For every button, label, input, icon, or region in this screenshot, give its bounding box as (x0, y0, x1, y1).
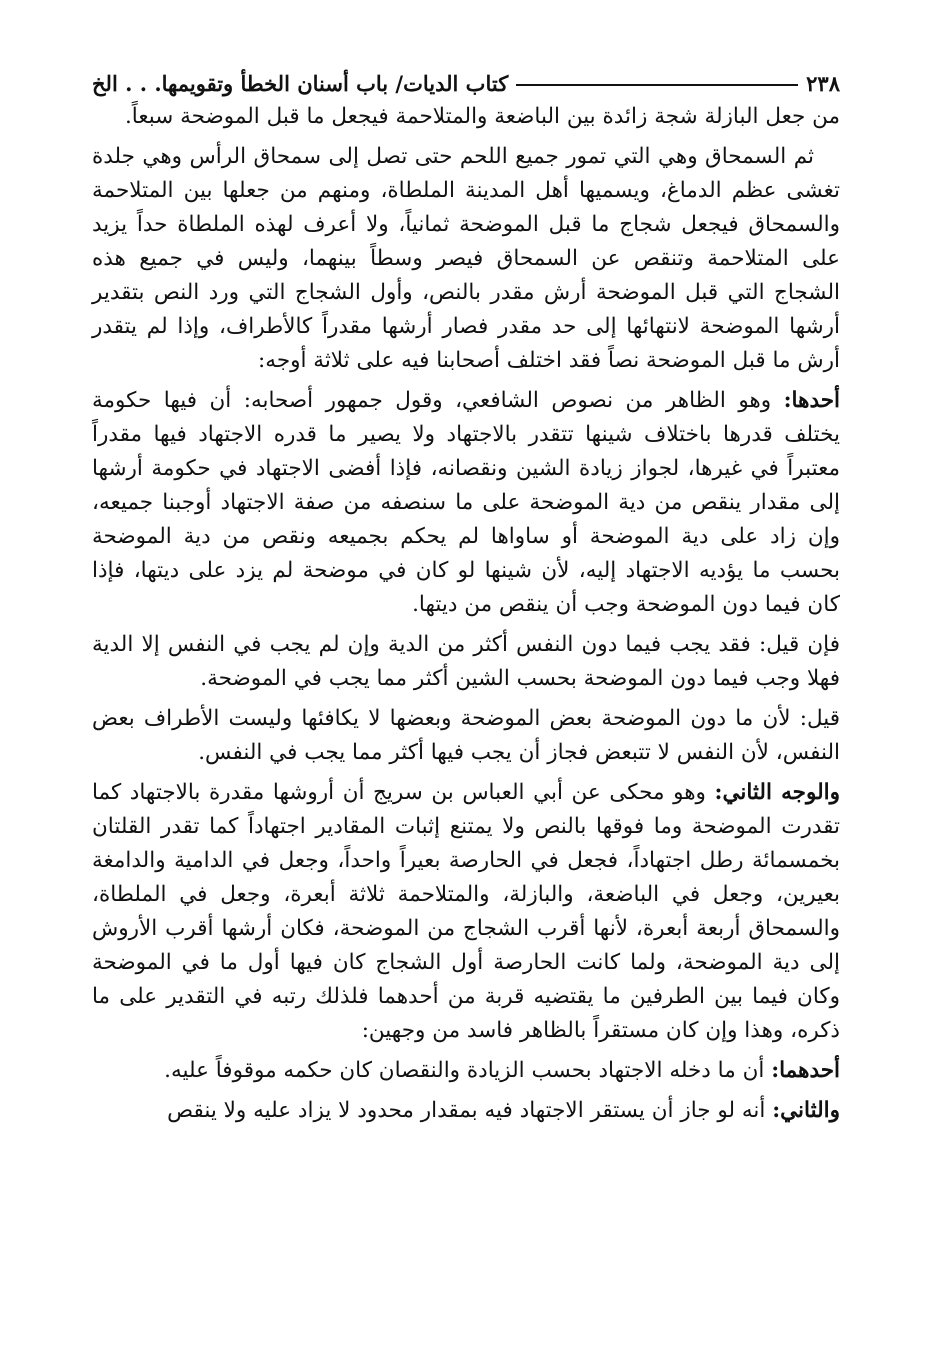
paragraph-1 (92, 100, 840, 134)
running-header (92, 66, 840, 100)
paragraph-text: لأن ما دون الموضحة بعض الموضحة وبعضها لا يكافئها وليست الأطراف بعض النفس، لأن النفس لا تتبعض فجاز أن يجب فيها أكثر مما يجب في النفس. (92, 706, 840, 765)
paragraph-lead: أحدها: (783, 388, 840, 413)
paragraph-5 (92, 702, 840, 770)
paragraph-lead: والثاني: (772, 1098, 840, 1123)
page-body (92, 100, 840, 1128)
paragraph-text: وهو محكى عن أبي العباس بن سريج أن أروشها مقدرة بالاجتهاد كما تقدرت الموضحة وما فوقها بالنص ولا يمتنع إثبات المقادير اجتهاداً كما تقدر القلتان بخمسمائة رطل اجتهاداً، فجعل في الحارصة بعيراً واحداً، وجعل في الدامية والدامغة بعيرين، وجعل في الباضعة، والبازلة، والمتلاحمة ثلاثة أبعرة، وجعل في الملطاة، والسمحاق أربعة أبعرة، لأنها أقرب الشجاج من الموضحة، فكان أرشها أقرب الأروش إلى دية الموضحة، ولما كانت الحارصة أول الشجاج كان فيها أول ما في الموضحة وكان فيما بين الطرفين ما يقتضيه قربة من أحدهما فلذلك رتبه في التقدير على ما ذكره، وهذا وإن كان مستقراً بالظاهر فاسد من وجهين: (92, 780, 840, 1043)
paragraph-6 (92, 776, 840, 1048)
paragraph-8 (92, 1094, 840, 1128)
paragraph-text: ثم السمحاق وهي التي تمور جميع اللحم حتى تصل إلى سمحاق الرأس وهي جلدة تغشى عظم الدماغ، ويسميها أهل المدينة الملطاة، ومنهم من جعلها بين المتلاحمة والسمحاق فيجعل شجاج ما قبل الموضحة ثمانياً، ولا أعرف لهذه الملطاة حداً يزيد على المتلاحمة وتنقص عن السمحاق فيصر وسطاً بينهما، وليس في جميع هذه الشجاج التي قبل الموضحة أرش مقدر بالنص، وأول الشجاج التي ورد النص بتقدير أرشها الموضحة لانتهائها إلى حد مقدر فصار أرشها مقدراً كالأطراف، وإذا لم يتقدر أرش ما قبل الموضحة نصاً فقد اختلف أصحابنا فيه على ثلاثة أوجه: (92, 144, 840, 373)
paragraph-lead: أحدهما: (771, 1058, 840, 1083)
paragraph-text: أنه لو جاز أن يستقر الاجتهاد فيه بمقدار محدود لا يزاد عليه ولا ينقص (167, 1098, 773, 1123)
page-number: ٢٣٨ (806, 70, 840, 96)
paragraph-text: فقد يجب فيما دون النفس أكثر من الدية وإن لم يجب في النفس إلا الدية فهلا وجب فيما دون الموضحة بحسب الشين أكثر مما يجب في الموضحة. (92, 632, 840, 691)
paragraph-7 (92, 1054, 840, 1088)
paragraph-text: أن ما دخله الاجتهاد بحسب الزيادة والنقصان كان حكمه موقوفاً عليه. (164, 1058, 772, 1083)
paragraph-2 (92, 140, 840, 378)
running-title: كتاب الديات/ باب أسنان الخطأ وتقويمها. . . الخ (92, 70, 509, 96)
paragraph-4 (92, 628, 840, 696)
paragraph-text: من جعل البازلة شجة زائدة بين الباضعة والمتلاحمة فيجعل ما قبل الموضحة سبعاً. (124, 104, 840, 129)
header-rule (516, 84, 798, 86)
paragraph-lead: قيل: (799, 706, 840, 731)
paragraph-lead: فإن قيل: (758, 632, 840, 657)
paragraph-text: وهو الظاهر من نصوص الشافعي، وقول جمهور أصحابه: أن فيها حكومة يختلف قدرها باختلاف شينها تتقدر بالاجتهاد ولا يصير ما قدره الاجتهاد فيها مقدراً معتبراً في غيرها، لجواز زيادة الشين ونقصانه، فإذا أفضى الاجتهاد في حكومة أرشها إلى مقدار ينقص من دية الموضحة على ما سنصفه من صفة الاجتهاد أوجبنا جميعه، وإن زاد على دية الموضحة أو ساواها لم يحكم بجميعه ونقص من دية الموضحة بحسب ما يؤديه الاجتهاد إليه، لأن شينها لو كان في موضحة لم يزد على ديتها، فإذا كان فيما دون الموضحة وجب أن ينقص من ديتها. (92, 388, 840, 617)
paragraph-lead: والوجه الثاني: (714, 780, 840, 805)
paragraph-3 (92, 384, 840, 622)
